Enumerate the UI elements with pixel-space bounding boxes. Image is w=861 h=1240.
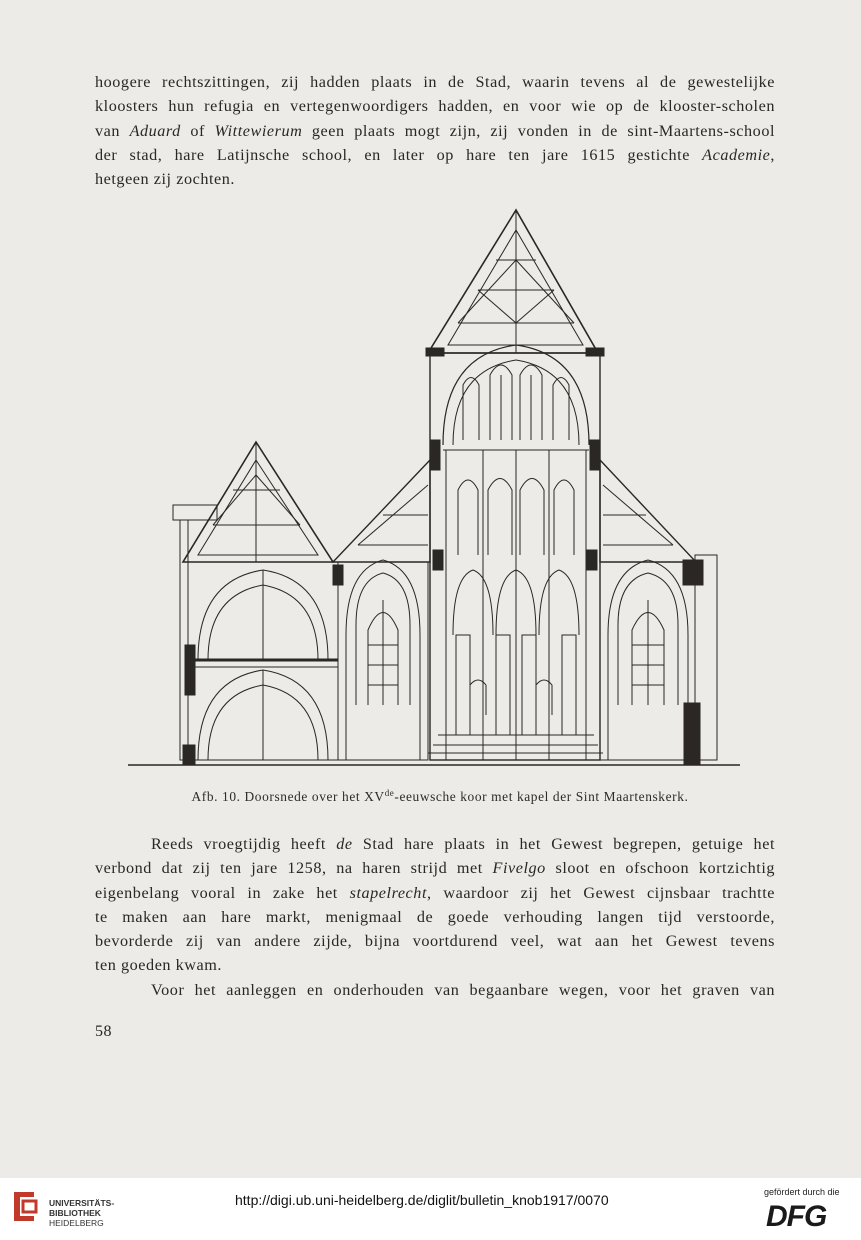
dfg-logo[interactable]: DFG (766, 1200, 827, 1233)
text-line: verbond dat zij ten jare 1258, na haren strijd met Fivelgo sloot en ofschoon kortzichtig (95, 859, 776, 878)
footer-bar (0, 1178, 861, 1240)
text-line: Voor het aanleggen en onderhouden van begaanbare wegen, voor het graven van (151, 980, 775, 999)
text-line: der stad, hare Latijnsche school, en later op hare ten jare 1615 gestichte Academie, (95, 145, 775, 164)
paragraph-top (95, 70, 775, 191)
text-line: hoogere rechtszittingen, zij hadden plaats in de Stad, waarin tevens al de gewestelijke (95, 73, 775, 91)
text-line: ten goeden kwam. (95, 956, 223, 975)
library-name: UNIVERSITÄTS- BIBLIOTHEK HEIDELBERG (49, 1198, 115, 1228)
text-line: te maken aan hare markt, menigmaal de goede verhouding langen tijd verstoorde, (95, 907, 775, 926)
figure-caption: Afb. 10. Doorsnede over het XVde-eeuwsche koor met kapel der Sint Maartenskerk. (191, 788, 689, 804)
text-line: kloosters hun refugia en vertegenwoordigers hadden, en voor wie op de klooster-scholen (95, 97, 775, 116)
text-line: van Aduard of Wittewierum geen plaats mogt zijn, zij vonden in de sint-Maartens-school (95, 121, 776, 140)
text-line: bevorderde zij van andere zijde, bijna voortdurend veel, wat aan het Gewest tevens (95, 932, 775, 951)
text-line: hetgeen zij zochten. (95, 170, 235, 189)
funding-label: gefördert durch die (764, 1187, 840, 1197)
library-logo-icon (10, 1186, 40, 1226)
library-logo[interactable] (10, 1186, 120, 1232)
paragraph-bottom (95, 832, 775, 1002)
page-number: 58 (95, 1023, 112, 1040)
text-line: eigenbelang vooral in zake het stapelrecht, waardoor zij het Gewest cijnsbaar trachtte (95, 883, 775, 902)
source-url[interactable]: http://digi.ub.uni-heidelberg.de/diglit/bulletin_knob1917/0070 (235, 1192, 609, 1208)
church-section-drawing (128, 205, 743, 775)
text-line: Reeds vroegtijdig heeft de Stad hare plaats in het Gewest begrepen, getuige het (151, 835, 775, 853)
